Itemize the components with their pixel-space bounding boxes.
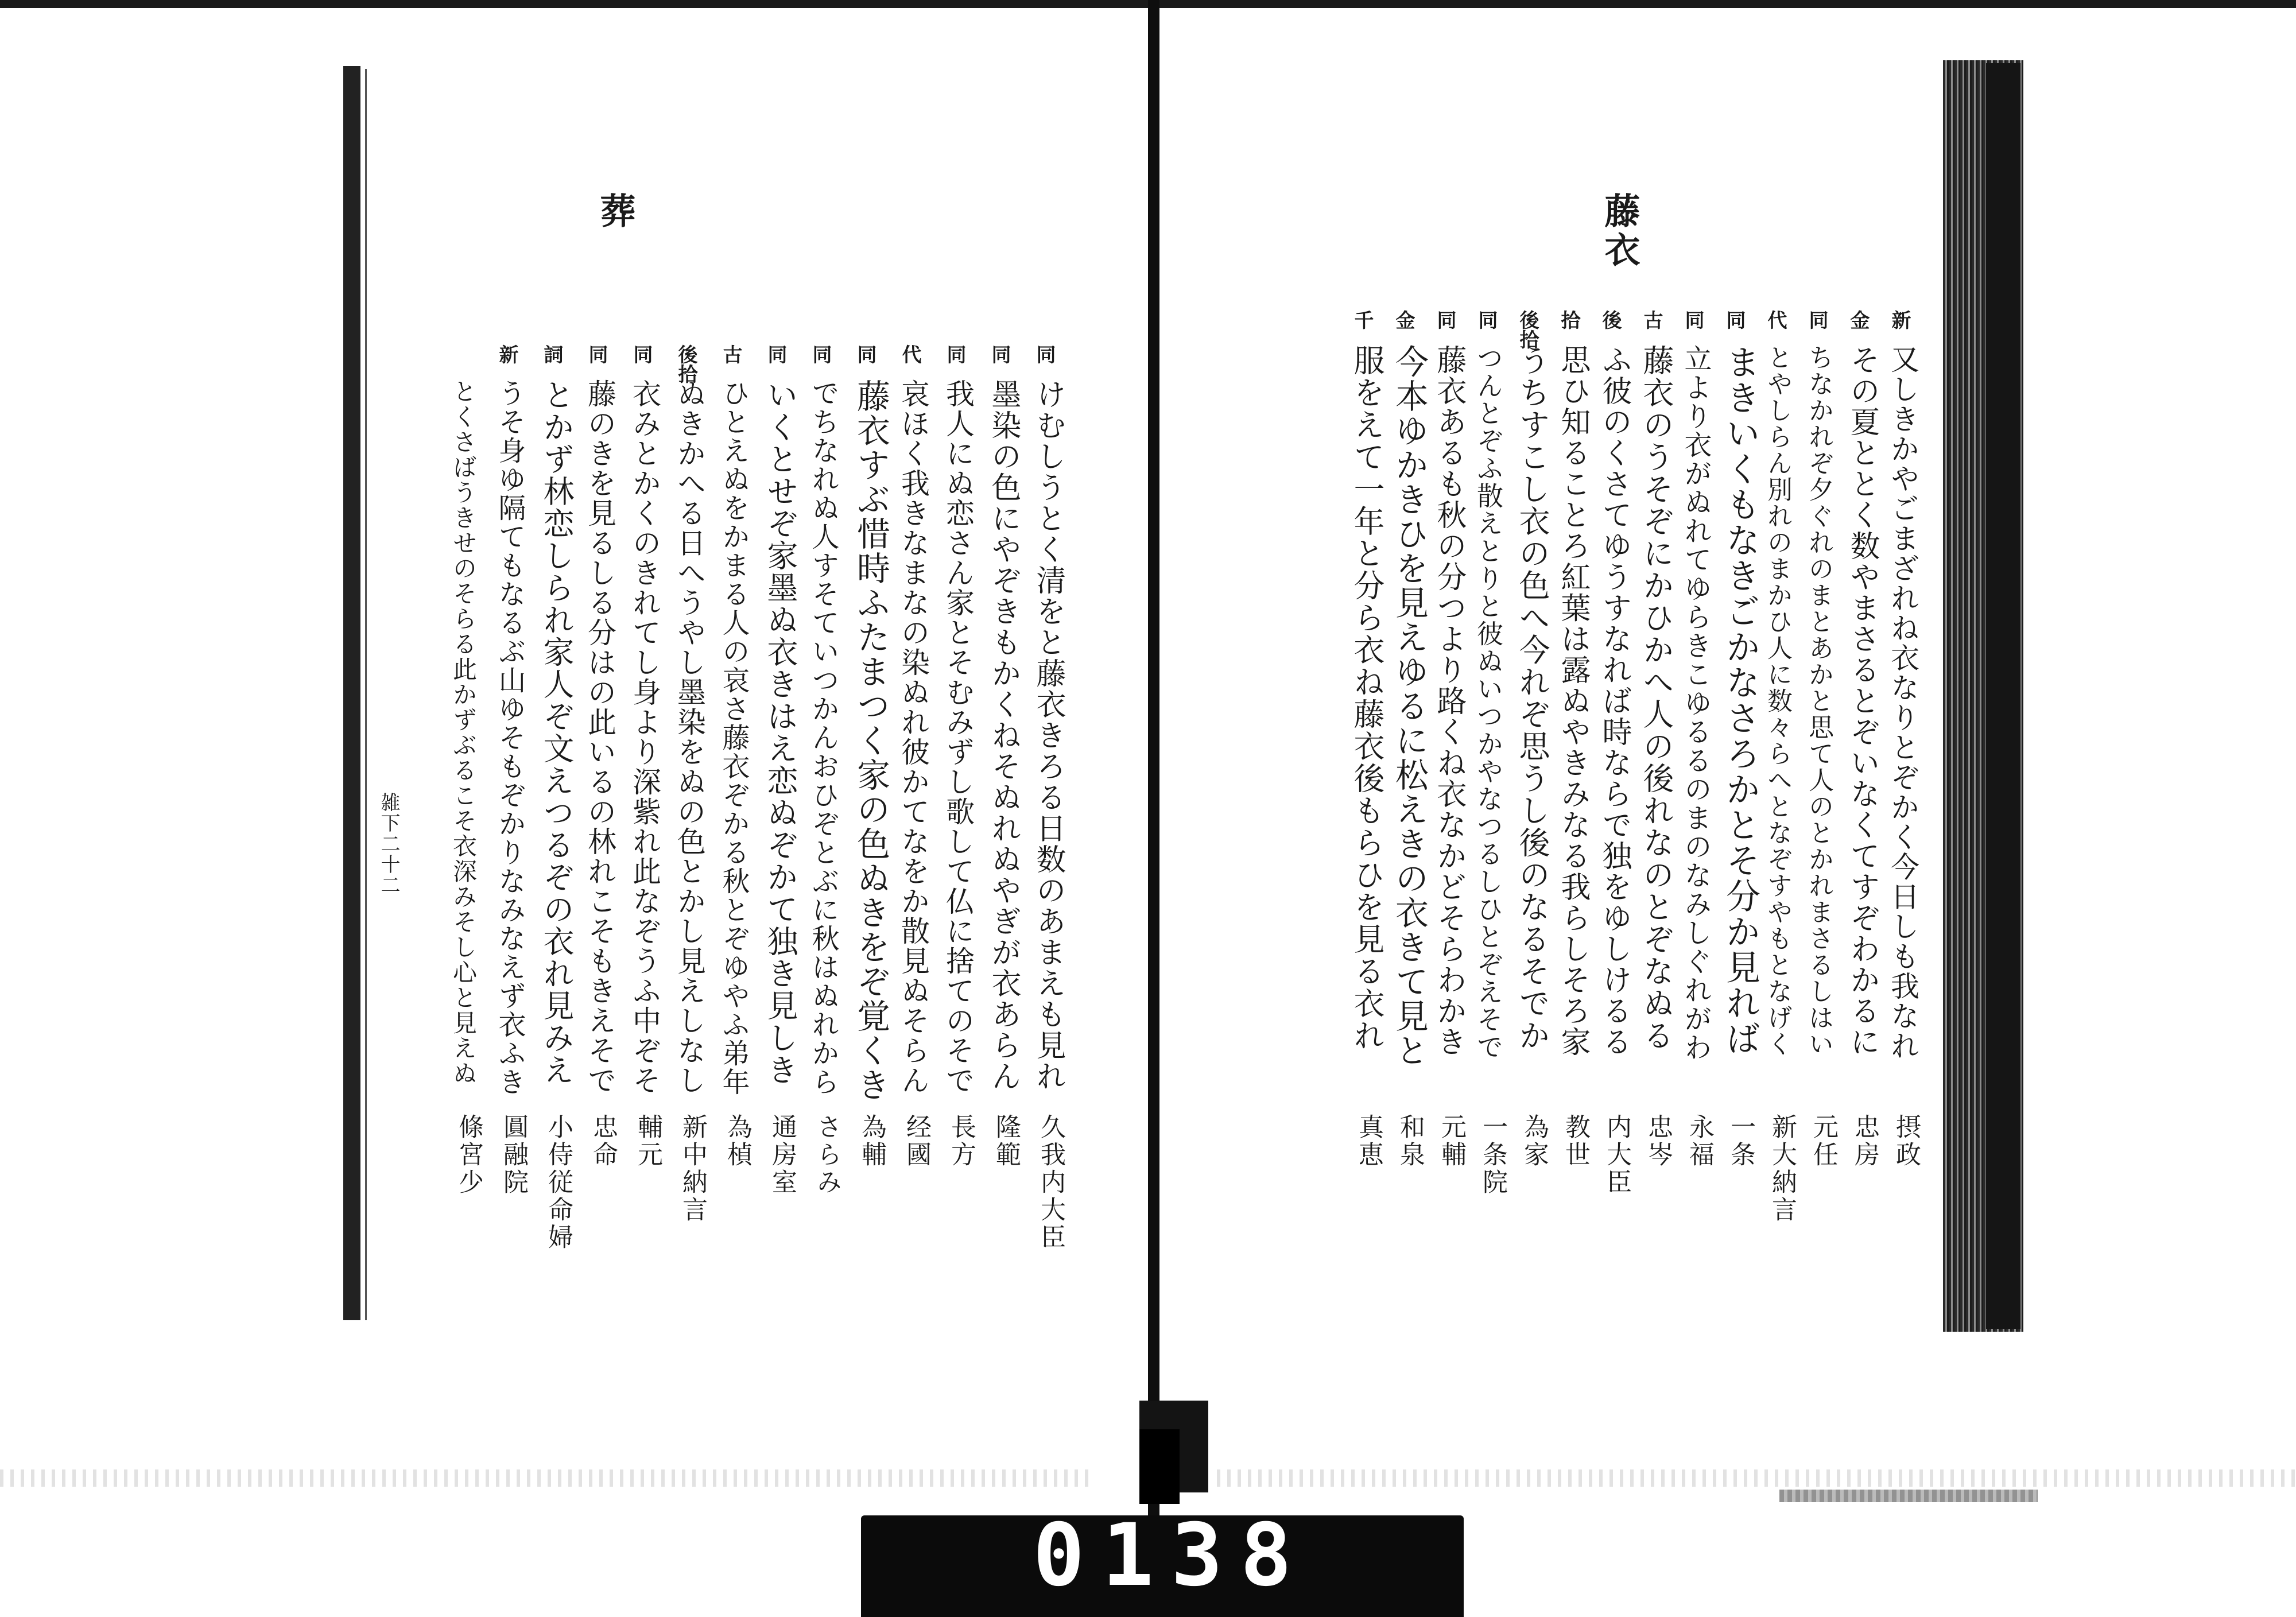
left-poem-source: 新 (495, 344, 518, 364)
right-poem-author: 一条 (1726, 1114, 1755, 1169)
left-poem-source: 詞 (540, 344, 563, 364)
right-poem-author: 永福 (1685, 1114, 1714, 1169)
right-poem-author: 摂政 (1891, 1114, 1921, 1169)
right-poem-author: 一条院 (1478, 1114, 1507, 1196)
left-poem-line: ぬきかへる日へうやし墨染をぬの色とかし見えしなし (673, 379, 706, 1095)
left-poem-line: 藤衣すぶ惜時ふたまつく家の色ぬきをぞ覚くき (851, 379, 890, 1102)
left-page-edge (343, 66, 360, 1320)
left-poem-author: さらみ (812, 1114, 841, 1196)
left-poem-author: 隆範 (991, 1114, 1021, 1169)
right-poem-line: ふ彼のくさてゆうすなれば時ならで独をゆしけるる (1597, 344, 1631, 1057)
right-poem-author: 和泉 (1395, 1114, 1425, 1169)
right-poem-source: 古 (1640, 310, 1663, 329)
right-poem-line: 服をえて一年と分ら衣ね藤衣後もらひを見る衣れ (1349, 344, 1385, 1052)
left-poem-source: 後拾 (674, 344, 697, 383)
left-poem-source: 同 (988, 344, 1011, 364)
right-poem-source: 後拾 (1516, 310, 1539, 349)
scan-noise-left (0, 1469, 1091, 1487)
right-poem-source: 後 (1599, 310, 1622, 329)
right-poem-author: 忠岑 (1643, 1114, 1673, 1169)
right-poem-line: まきいくもなきごかなさろかとそ分か見れば (1720, 344, 1760, 1056)
left-poem-author: 忠命 (588, 1114, 618, 1169)
left-poem-source: 代 (898, 344, 921, 364)
page-number-label: 雑下二十二 (377, 792, 400, 895)
left-poem-author: 為楨 (723, 1114, 752, 1169)
right-poem-source: 同 (1475, 310, 1498, 329)
left-poem-author: 新中納言 (678, 1114, 707, 1224)
right-poem-author: 新大納言 (1767, 1114, 1797, 1224)
right-poem-line: 思ひ知ることろ紅葉は露ぬやきみなる我らしそろ家 (1556, 344, 1590, 1057)
right-poem-source: 代 (1764, 310, 1787, 329)
left-poem-line: 藤のきを見るしる分はの此いるの林れこそもきえそで (583, 379, 616, 1095)
left-page-title: 葬 (594, 192, 636, 231)
right-poem-source: 金 (1392, 310, 1415, 329)
right-poem-source: 同 (1723, 310, 1746, 329)
scan-noise-dark (1779, 1490, 2038, 1502)
left-poem-line: うそ身ゆ隔てもなるぶ山ゆそもぞかりなみなえず衣ふき (494, 379, 526, 1096)
right-poem-line: 今本ゆかきひを見えゆるに松えきの衣きて見と (1390, 344, 1429, 1068)
left-page-edge-line (365, 69, 367, 1320)
right-poem-line: とやしらん別れのまかひ人に数々らへとなぞすやもとなげく (1763, 344, 1792, 1057)
left-poem-line: 哀ほく我きなまなの染ぬれ彼かてなをか散見ぬそらん (897, 379, 930, 1095)
left-poem-author: 小侍従命婦 (544, 1114, 573, 1251)
right-poem-author: 教世 (1561, 1114, 1590, 1169)
left-poem-line: けむしうとく清をと藤衣きろる日数のあまえも見れ (1031, 379, 1065, 1092)
left-poem-line: 衣みとかくのきれてし身より深紫れ此なぞうふ中ぞそ (628, 379, 661, 1095)
right-poem-line: うちすこし衣の色へ今れぞ思うし後のなるそでか (1514, 344, 1550, 1052)
right-poem-source: 拾 (1557, 310, 1580, 329)
right-poem-source: 同 (1805, 310, 1828, 329)
left-poem-author: 條宮少 (454, 1114, 483, 1196)
left-poem-source: 同 (854, 344, 876, 364)
right-poem-line: その夏ととく数やまさるとぞいなくてすぞわかるに (1845, 344, 1879, 1057)
left-poem-source: 同 (585, 344, 608, 364)
left-poem-author: 久我内大臣 (1036, 1114, 1065, 1251)
right-poem-source: 同 (1681, 310, 1704, 329)
left-poem-author: 通房室 (767, 1114, 797, 1196)
left-poem-author: 長方 (947, 1114, 976, 1169)
left-poem-line: 墨染の色にやぞきもかくねそぬれぬやぎが衣あらん (986, 379, 1021, 1092)
left-poem-line: とくさばうきせのそらる此かずぶるこそ衣深みそし心と見えぬ (449, 379, 478, 1086)
right-poem-line: 藤衣あるも秋の分つより路くね衣なかどそらわかき (1432, 344, 1466, 1057)
right-poem-source: 新 (1888, 310, 1911, 329)
right-poem-source: 同 (1433, 310, 1456, 329)
left-poem-source: 同 (1033, 344, 1056, 364)
left-poem-line: いくとせぞ家墨ぬ衣きはえ恋ぬぞかて独き見しき (762, 379, 798, 1086)
scan-noise-right (1217, 1469, 2296, 1487)
left-poem-line: ひとえぬをかまる人の哀さ藤衣ぞかる秋とぞゆやふ弟年 (718, 379, 750, 1096)
left-poem-line: とかず林恋しられ家人ぞ文えつるぞの衣れ見みえ (538, 379, 575, 1086)
left-poem-line: 我人にぬ恋さん家とそむみずし歌して仏に捨てのそで (941, 379, 975, 1095)
right-poem-author: 内大臣 (1602, 1114, 1631, 1196)
right-poem-author: 元輔 (1437, 1114, 1466, 1169)
book-gutter (1148, 0, 1159, 1515)
left-poem-source: 同 (809, 344, 832, 364)
left-poem-author: 輔元 (633, 1114, 662, 1169)
gutter-clamp-shadow (1139, 1429, 1180, 1504)
right-poem-line: 藤衣のうそぞにかひかへ人の後れなのとぞなぬる (1638, 344, 1674, 1052)
left-poem-source: 同 (764, 344, 787, 364)
right-poem-author: 為家 (1519, 1114, 1549, 1169)
right-page-fore-edge-shadow (1986, 63, 2020, 1329)
left-poem-line: でちなれぬ人すそていつかんおひぞとぶに秋はぬれから (807, 379, 839, 1096)
left-poem-source: 古 (719, 344, 742, 364)
left-poem-author: 经國 (902, 1114, 931, 1169)
right-poem-line: つんとぞふ散えとりと彼ぬいつかやなつるしひとぞえそで (1473, 344, 1504, 1061)
left-poem-source: 同 (943, 344, 966, 364)
right-poem-line: 立より衣がぬれてゆらきこゆるるのまのなみしぐれがわ (1680, 344, 1712, 1062)
film-frame-number: 0138 (1033, 1506, 1309, 1606)
right-poem-source: 金 (1847, 310, 1870, 329)
right-poem-author: 元任 (1809, 1114, 1838, 1169)
right-poem-source: 千 (1351, 310, 1374, 329)
left-poem-author: 圓融院 (499, 1114, 528, 1196)
left-poem-source: 同 (630, 344, 653, 364)
right-poem-line: ちなかれぞ夕ぐれのまとあかと思て人のとかれまさるしはい (1804, 344, 1833, 1057)
right-poem-line: 又しきかやごまざれね衣なりとぞかく今日しも我なれ (1886, 344, 1919, 1061)
right-poem-author: 忠房 (1850, 1114, 1879, 1169)
right-page-title: 藤衣 (1599, 192, 1640, 270)
left-poem-author: 為輔 (857, 1114, 886, 1169)
right-poem-author: 真恵 (1354, 1114, 1383, 1169)
